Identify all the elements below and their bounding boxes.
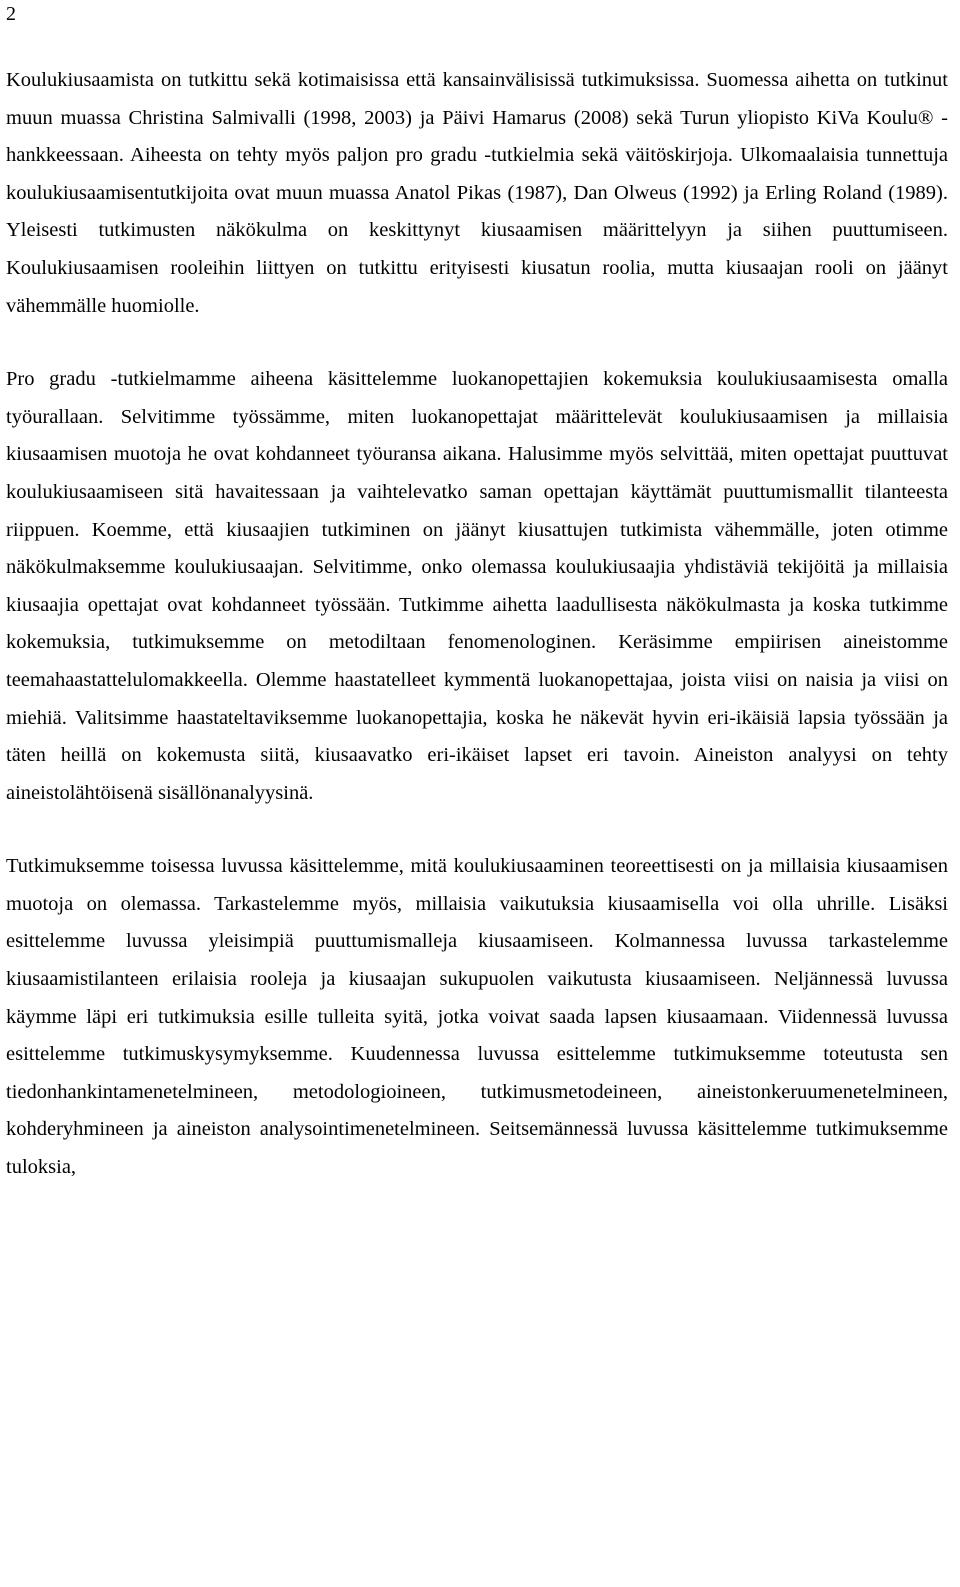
paragraph-chapter-overview: Tutkimuksemme toisessa luvussa käsittelemme, mitä koulukiusaaminen teoreettisesti on ja millaisia kiusaamisen muotoja on olemassa. Tarkastelemme myös, millaisia vaikutuksia kiusaamisella voi olla uhrille. Lisäksi esittelemme luvussa yleisimpiä puuttumismalleja kiusaamiseen. Kolmannessa luvussa tarkastelemme kiusaamistilanteen erilaisia rooleja ja kiusaajan sukupuolen vaikutusta kiusaamiseen. Neljännessä luvussa käymme läpi eri tutkimuksia esille tulleita syitä, jotka voivat saada lapsen kiusaamaan. Viidennessä luvussa esittelemme tutkimuskysymyksemme. Kuudennessa luvussa esittelemme tutkimuksemme toteutusta sen tiedonhankintamenetelmineen, metodologioineen, tutkimusmetodeineen, aineistonkeruumenetelmineen, kohderyhmineen ja aineiston analysointimenetelmineen. Seitsemännessä luvussa käsittelemme tutkimuksemme tuloksia, — [6, 855, 948, 1179]
paragraph-study-aims: Pro gradu -tutkielmamme aiheena käsittelemme luokanopettajien kokemuksia koulukiusaamisesta omalla työurallaan. Selvitimme työssämme, miten luokanopettajat määrittelevät koulukiusaamisen ja millaisia kiusaamisen muotoja he ovat kohdanneet työuransa aikana. Halusimme myös selvittää, miten opettajat puuttuvat koulukiusaamiseen sitä havaitessaan ja vaihtelevatko saman opettajan käyttämät puuttumismallit tilanteesta riippuen. Koemme, että kiusaajien tutkiminen on jäänyt kiusattujen tutkimista vähemmälle, joten otimme näkökulmaksemme koulukiusaajan. Selvitimme, onko olemassa koulukiusaajia yhdistäviä tekijöitä ja millaisia kiusaajia opettajat ovat kohdanneet työssään. Tutkimme aihetta laadullisesta näkökulmasta ja koska tutkimme kokemuksia, tutkimuksemme on metodiltaan fenomenologinen. Keräsimme empiirisen aineistomme teemahaastattelulomakkeella. Olemme haastatelleet kymmentä luokanopettajaa, joista viisi on naisia ja viisi on miehiä. Valitsimme haastateltaviksemme luokanopettajia, koska he näkevät hyvin eri-ikäisiä lapsia työssään ja täten heillä on kokemusta siitä, kiusaavatko eri-ikäiset lapset eri tavoin. Aineiston analyysi on tehty aineistolähtöisenä sisällönanalyysinä. — [6, 368, 948, 804]
page-number: 2 — [6, 3, 16, 25]
paragraph-research-background: Koulukiusaamista on tutkittu sekä kotimaisissa että kansainvälisissä tutkimuksissa. Suomessa aihetta on tutkinut muun muassa Christina Salmivalli (1998, 2003) ja Päivi Hamarus (2008) sekä Turun yliopisto KiVa Koulu® -hankkeessaan. Aiheesta on tehty myös paljon pro gradu -tutkielmia sekä väitöskirjoja. Ulkomaalaisia tunnettuja koulukiusaamisentutkijoita ovat muun muassa Anatol Pikas (1987), Dan Olweus (1992) ja Erling Roland (1989). Yleisesti tutkimusten näkökulma on keskittynyt kiusaamisen määrittelyyn ja siihen puuttumiseen. Koulukiusaamisen rooleihin liittyen on tutkittu erityisesti kiusatun roolia, mutta kiusaajan rooli on jäänyt vähemmälle huomiolle. — [6, 69, 948, 317]
document-body — [6, 62, 948, 1187]
